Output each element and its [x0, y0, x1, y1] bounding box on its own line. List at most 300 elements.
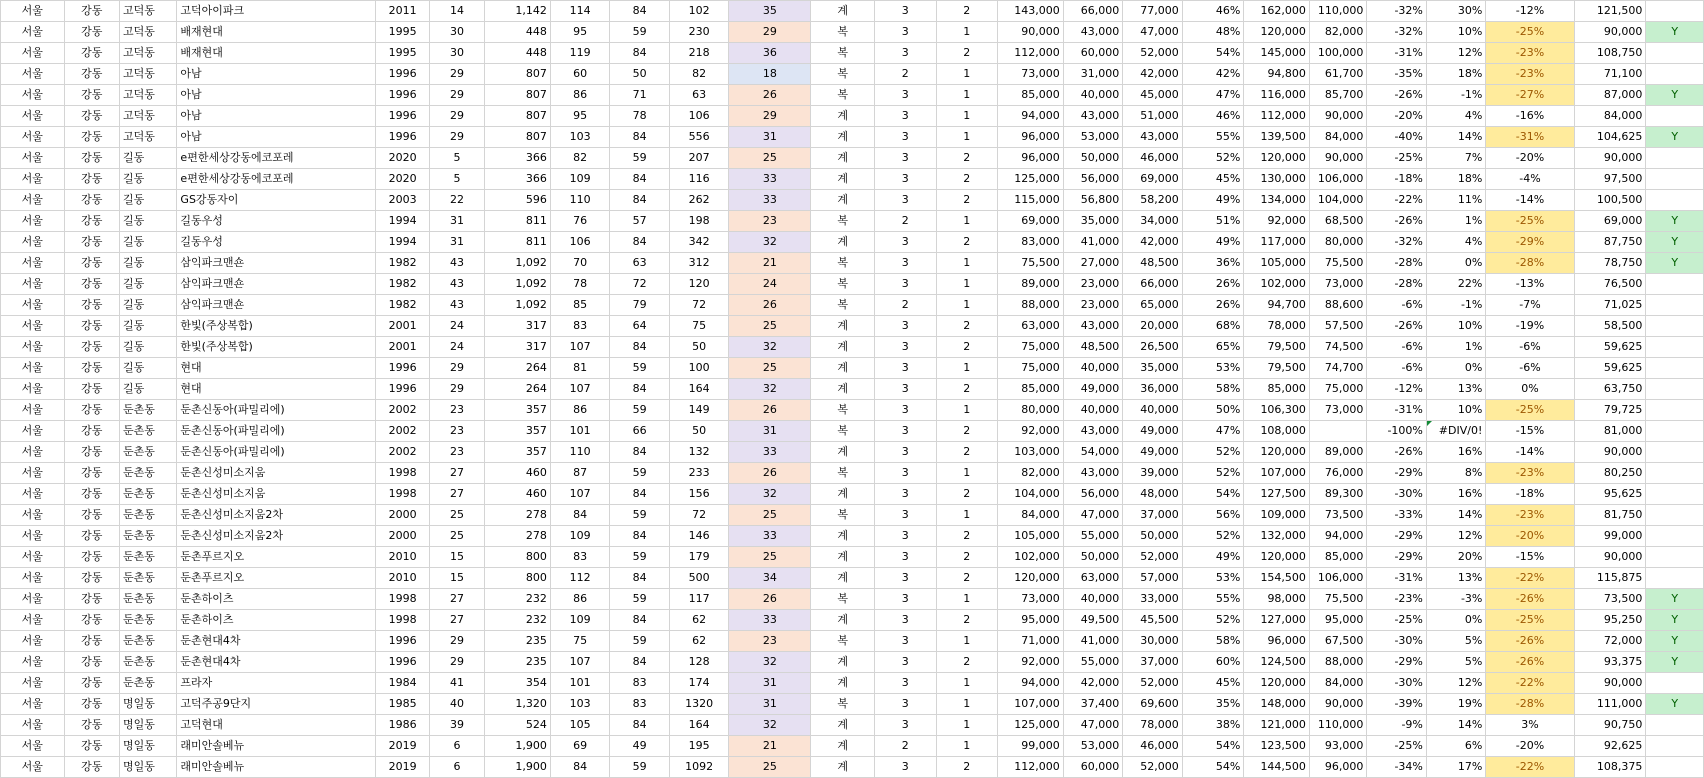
table-cell[interactable]: 5% — [1426, 631, 1486, 652]
table-cell[interactable]: 807 — [485, 85, 551, 106]
table-cell[interactable]: 37,000 — [1123, 652, 1183, 673]
table-cell[interactable] — [1646, 190, 1704, 211]
table-cell[interactable]: 278 — [485, 505, 551, 526]
table-cell[interactable]: 148,000 — [1244, 694, 1310, 715]
table-cell[interactable]: 116,000 — [1244, 85, 1310, 106]
table-cell[interactable]: 1 — [936, 106, 998, 127]
table-cell[interactable]: 18% — [1426, 64, 1486, 85]
table-cell[interactable]: 14% — [1426, 127, 1486, 148]
table-cell[interactable]: 110,000 — [1309, 715, 1366, 736]
table-cell[interactable]: 45% — [1182, 169, 1244, 190]
table-cell[interactable]: 둔촌동 — [119, 526, 176, 547]
table-cell[interactable]: 1986 — [376, 715, 429, 736]
table-cell[interactable]: 108,000 — [1244, 421, 1310, 442]
table-cell[interactable]: 78,000 — [1244, 316, 1310, 337]
table-cell[interactable]: 90,000 — [1574, 148, 1646, 169]
table-cell[interactable]: 63 — [669, 85, 729, 106]
table-cell[interactable]: 강동 — [64, 505, 119, 526]
table-cell[interactable]: 106,000 — [1309, 568, 1366, 589]
table-cell[interactable]: -25% — [1367, 610, 1427, 631]
table-cell[interactable]: 서울 — [1, 43, 65, 64]
table-cell[interactable]: 16% — [1426, 484, 1486, 505]
table-cell[interactable]: 75,000 — [1309, 379, 1366, 400]
table-cell[interactable]: 31 — [729, 421, 811, 442]
table-cell[interactable]: 서울 — [1, 673, 65, 694]
table-cell[interactable]: 99,000 — [1574, 526, 1646, 547]
table-cell[interactable]: 807 — [485, 106, 551, 127]
table-cell[interactable]: 47% — [1182, 421, 1244, 442]
table-cell[interactable]: 33 — [729, 442, 811, 463]
table-cell[interactable]: 87 — [550, 463, 610, 484]
table-cell[interactable]: 107 — [550, 337, 610, 358]
table-cell[interactable]: 명일동 — [119, 694, 176, 715]
table-cell[interactable]: 84 — [610, 1, 670, 22]
table-cell[interactable] — [1646, 358, 1704, 379]
table-cell[interactable]: 75,000 — [998, 358, 1064, 379]
table-cell[interactable]: 354 — [485, 673, 551, 694]
table-cell[interactable]: 길동 — [119, 211, 176, 232]
table-cell[interactable]: 35 — [729, 1, 811, 22]
table-cell[interactable]: 59 — [610, 463, 670, 484]
table-cell[interactable]: 고덕동 — [119, 22, 176, 43]
table-cell[interactable]: 1 — [936, 22, 998, 43]
table-cell[interactable]: 107,000 — [1244, 463, 1310, 484]
table-cell[interactable]: 1996 — [376, 64, 429, 85]
table-cell[interactable]: 강동 — [64, 106, 119, 127]
table-cell[interactable]: 89,000 — [1309, 442, 1366, 463]
table-cell[interactable]: 164 — [669, 715, 729, 736]
table-cell[interactable]: -26% — [1367, 85, 1427, 106]
table-cell[interactable]: 112,000 — [998, 43, 1064, 64]
table-cell[interactable]: 48% — [1182, 22, 1244, 43]
table-cell[interactable]: 77,000 — [1123, 1, 1183, 22]
table-cell[interactable]: Y — [1646, 211, 1704, 232]
table-cell[interactable]: 길동 — [119, 253, 176, 274]
table-cell[interactable]: 3 — [874, 631, 936, 652]
table-cell[interactable]: 54,000 — [1063, 442, 1123, 463]
table-cell[interactable]: 서울 — [1, 421, 65, 442]
table-cell[interactable]: 계 — [811, 358, 875, 379]
table-cell[interactable]: 2019 — [376, 757, 429, 778]
table-cell[interactable]: 26% — [1182, 274, 1244, 295]
table-cell[interactable]: 84 — [610, 484, 670, 505]
table-cell[interactable]: 3 — [874, 127, 936, 148]
table-cell[interactable]: 107,000 — [998, 694, 1064, 715]
table-cell[interactable]: 29 — [729, 106, 811, 127]
table-cell[interactable]: 84 — [610, 715, 670, 736]
table-cell[interactable] — [1646, 169, 1704, 190]
table-cell[interactable]: 길동 — [119, 169, 176, 190]
table-cell[interactable]: 29 — [729, 22, 811, 43]
table-cell[interactable]: 73,000 — [998, 64, 1064, 85]
table-cell[interactable]: 아남 — [177, 64, 376, 85]
table-cell[interactable]: 30 — [429, 43, 484, 64]
table-cell[interactable] — [1646, 715, 1704, 736]
table-cell[interactable]: 179 — [669, 547, 729, 568]
table-cell[interactable]: 48,500 — [1063, 337, 1123, 358]
table-cell[interactable]: 강동 — [64, 652, 119, 673]
table-cell[interactable]: 2 — [874, 211, 936, 232]
table-cell[interactable]: 33 — [729, 526, 811, 547]
table-cell[interactable]: 강동 — [64, 274, 119, 295]
table-cell[interactable]: 52% — [1182, 610, 1244, 631]
table-cell[interactable]: -22% — [1486, 568, 1574, 589]
table-cell[interactable]: 3 — [874, 232, 936, 253]
table-cell[interactable]: 고덕아이파크 — [177, 1, 376, 22]
table-cell[interactable]: 서울 — [1, 190, 65, 211]
table-cell[interactable]: 57,000 — [1123, 568, 1183, 589]
table-cell[interactable]: 198 — [669, 211, 729, 232]
table-cell[interactable]: 복 — [811, 64, 875, 85]
table-cell[interactable]: 강동 — [64, 526, 119, 547]
table-cell[interactable]: 130,000 — [1244, 169, 1310, 190]
table-cell[interactable]: 68,500 — [1309, 211, 1366, 232]
table-cell[interactable]: 59,625 — [1574, 337, 1646, 358]
table-cell[interactable]: 둔촌하이츠 — [177, 589, 376, 610]
table-cell[interactable] — [1646, 148, 1704, 169]
table-cell[interactable]: 25 — [729, 316, 811, 337]
table-cell[interactable]: 32 — [729, 652, 811, 673]
table-cell[interactable]: 23 — [429, 442, 484, 463]
table-cell[interactable]: 서울 — [1, 148, 65, 169]
table-cell[interactable]: 서울 — [1, 757, 65, 778]
table-cell[interactable]: 12% — [1426, 673, 1486, 694]
table-cell[interactable]: 26 — [729, 463, 811, 484]
table-cell[interactable]: 100 — [669, 358, 729, 379]
table-cell[interactable]: -26% — [1486, 652, 1574, 673]
table-cell[interactable]: 82 — [550, 148, 610, 169]
table-cell[interactable]: 서울 — [1, 442, 65, 463]
table-cell[interactable]: 101 — [550, 421, 610, 442]
table-cell[interactable]: 233 — [669, 463, 729, 484]
table-cell[interactable]: 길동우성 — [177, 232, 376, 253]
table-cell[interactable]: 31 — [729, 673, 811, 694]
table-cell[interactable]: 2 — [936, 337, 998, 358]
table-cell[interactable]: 3 — [874, 379, 936, 400]
table-cell[interactable]: 2020 — [376, 169, 429, 190]
table-cell[interactable]: 3 — [874, 43, 936, 64]
table-cell[interactable]: 3 — [874, 568, 936, 589]
table-cell[interactable]: -15% — [1486, 421, 1574, 442]
table-cell[interactable]: 2 — [936, 757, 998, 778]
table-cell[interactable]: 59 — [610, 631, 670, 652]
table-cell[interactable]: 59 — [610, 547, 670, 568]
table-cell[interactable] — [1646, 505, 1704, 526]
table-cell[interactable]: 길동 — [119, 379, 176, 400]
table-cell[interactable]: -22% — [1367, 190, 1427, 211]
table-cell[interactable]: 73,500 — [1574, 589, 1646, 610]
table-cell[interactable]: 27,000 — [1063, 253, 1123, 274]
table-cell[interactable]: 120,000 — [1244, 547, 1310, 568]
table-cell[interactable]: 59 — [610, 148, 670, 169]
table-cell[interactable]: 서울 — [1, 400, 65, 421]
table-cell[interactable] — [1646, 106, 1704, 127]
table-cell[interactable]: 서울 — [1, 610, 65, 631]
table-cell[interactable]: -14% — [1486, 190, 1574, 211]
table-cell[interactable]: 87,000 — [1574, 85, 1646, 106]
table-cell[interactable]: -27% — [1486, 85, 1574, 106]
table-cell[interactable]: 2003 — [376, 190, 429, 211]
table-cell[interactable]: 66,000 — [1063, 1, 1123, 22]
table-cell[interactable]: 76 — [550, 211, 610, 232]
table-cell[interactable]: 강동 — [64, 484, 119, 505]
table-cell[interactable]: 800 — [485, 568, 551, 589]
table-cell[interactable]: 312 — [669, 253, 729, 274]
table-cell[interactable]: 강동 — [64, 421, 119, 442]
table-cell[interactable]: 둔촌하이츠 — [177, 610, 376, 631]
table-cell[interactable]: 1995 — [376, 22, 429, 43]
table-cell[interactable]: 43 — [429, 253, 484, 274]
table-cell[interactable]: 복 — [811, 589, 875, 610]
table-cell[interactable]: 71,025 — [1574, 295, 1646, 316]
table-cell[interactable]: 36% — [1182, 253, 1244, 274]
table-cell[interactable]: 101 — [550, 673, 610, 694]
table-cell[interactable]: 82,000 — [998, 463, 1064, 484]
table-cell[interactable]: 500 — [669, 568, 729, 589]
table-cell[interactable]: 84 — [610, 43, 670, 64]
table-cell[interactable]: 88,000 — [998, 295, 1064, 316]
table-cell[interactable]: 15 — [429, 568, 484, 589]
table-cell[interactable]: 계 — [811, 484, 875, 505]
table-cell[interactable]: 계 — [811, 757, 875, 778]
table-cell[interactable]: 3 — [874, 463, 936, 484]
table-cell[interactable]: 32 — [729, 379, 811, 400]
table-cell[interactable]: 서울 — [1, 316, 65, 337]
table-cell[interactable]: -15% — [1486, 547, 1574, 568]
table-cell[interactable]: 596 — [485, 190, 551, 211]
table-cell[interactable]: 69,600 — [1123, 694, 1183, 715]
table-cell[interactable]: 1 — [936, 274, 998, 295]
table-cell[interactable]: 125,000 — [998, 715, 1064, 736]
table-cell[interactable]: 2 — [936, 316, 998, 337]
table-cell[interactable]: -32% — [1367, 22, 1427, 43]
table-cell[interactable]: 79,500 — [1244, 358, 1310, 379]
table-cell[interactable]: Y — [1646, 610, 1704, 631]
table-cell[interactable]: 3 — [874, 442, 936, 463]
table-cell[interactable]: 80,000 — [998, 400, 1064, 421]
table-cell[interactable]: 2002 — [376, 421, 429, 442]
table-cell[interactable]: 23 — [729, 631, 811, 652]
table-cell[interactable]: 366 — [485, 169, 551, 190]
table-cell[interactable]: 42% — [1182, 64, 1244, 85]
table-cell[interactable]: 40,000 — [1063, 358, 1123, 379]
table-cell[interactable]: -25% — [1486, 400, 1574, 421]
table-cell[interactable]: 배재현대 — [177, 22, 376, 43]
table-cell[interactable]: 67,500 — [1309, 631, 1366, 652]
table-cell[interactable]: 807 — [485, 64, 551, 85]
table-cell[interactable]: 33 — [729, 190, 811, 211]
table-cell[interactable]: 63,000 — [998, 316, 1064, 337]
table-cell[interactable]: 357 — [485, 442, 551, 463]
table-cell[interactable]: 14% — [1426, 505, 1486, 526]
table-cell[interactable]: 2 — [936, 652, 998, 673]
table-cell[interactable] — [1646, 316, 1704, 337]
table-cell[interactable]: 계 — [811, 547, 875, 568]
table-cell[interactable]: 27 — [429, 589, 484, 610]
table-cell[interactable]: 2002 — [376, 400, 429, 421]
table-cell[interactable]: 계 — [811, 379, 875, 400]
table-cell[interactable]: 50% — [1182, 400, 1244, 421]
table-cell[interactable]: 서울 — [1, 106, 65, 127]
table-cell[interactable]: 49,500 — [1063, 610, 1123, 631]
table-cell[interactable]: 강동 — [64, 1, 119, 22]
table-cell[interactable]: 3 — [874, 1, 936, 22]
table-cell[interactable]: 35% — [1182, 694, 1244, 715]
table-cell[interactable]: 둔촌동 — [119, 463, 176, 484]
table-cell[interactable]: 3 — [874, 610, 936, 631]
table-cell[interactable]: 2 — [936, 568, 998, 589]
table-cell[interactable]: -6% — [1486, 358, 1574, 379]
table-cell[interactable]: 84 — [610, 610, 670, 631]
table-cell[interactable]: 3 — [874, 169, 936, 190]
table-cell[interactable]: 1994 — [376, 211, 429, 232]
table-cell[interactable]: 3 — [874, 694, 936, 715]
table-cell[interactable]: 43,000 — [1063, 22, 1123, 43]
table-cell[interactable]: 60 — [550, 64, 610, 85]
table-cell[interactable]: 98,000 — [1244, 589, 1310, 610]
table-cell[interactable]: 104,625 — [1574, 127, 1646, 148]
table-cell[interactable]: 83 — [610, 673, 670, 694]
table-cell[interactable]: 18% — [1426, 169, 1486, 190]
table-cell[interactable]: 94,000 — [1309, 526, 1366, 547]
table-cell[interactable]: 102,000 — [1244, 274, 1310, 295]
table-cell[interactable]: 121,500 — [1574, 1, 1646, 22]
table-cell[interactable]: 23,000 — [1063, 274, 1123, 295]
table-cell[interactable]: 1982 — [376, 253, 429, 274]
table-cell[interactable]: 래미안솔베뉴 — [177, 736, 376, 757]
table-cell[interactable]: 29 — [429, 64, 484, 85]
table-cell[interactable]: 112,000 — [1244, 106, 1310, 127]
table-cell[interactable]: 계 — [811, 526, 875, 547]
table-cell[interactable]: 서울 — [1, 64, 65, 85]
table-cell[interactable]: 46,000 — [1123, 148, 1183, 169]
table-cell[interactable]: 120 — [669, 274, 729, 295]
table-cell[interactable]: 25 — [729, 505, 811, 526]
table-cell[interactable]: 107 — [550, 379, 610, 400]
table-cell[interactable]: 49% — [1182, 547, 1244, 568]
table-cell[interactable]: 23,000 — [1063, 295, 1123, 316]
table-cell[interactable]: e편한세상강동에코포레 — [177, 169, 376, 190]
table-cell[interactable]: 45,000 — [1123, 85, 1183, 106]
table-cell[interactable]: 3 — [874, 358, 936, 379]
table-cell[interactable]: -6% — [1367, 295, 1427, 316]
table-cell[interactable]: 강동 — [64, 736, 119, 757]
table-cell[interactable]: 한빛(주상복합) — [177, 316, 376, 337]
table-cell[interactable]: 14 — [429, 1, 484, 22]
table-cell[interactable]: 262 — [669, 190, 729, 211]
table-cell[interactable]: 강동 — [64, 22, 119, 43]
table-cell[interactable]: 3 — [874, 400, 936, 421]
table-cell[interactable] — [1646, 274, 1704, 295]
table-cell[interactable]: 84 — [610, 442, 670, 463]
table-cell[interactable]: 51,000 — [1123, 106, 1183, 127]
table-cell[interactable]: 강동 — [64, 211, 119, 232]
table-cell[interactable]: -25% — [1367, 148, 1427, 169]
table-cell[interactable] — [1646, 442, 1704, 463]
table-cell[interactable]: 69,000 — [1123, 169, 1183, 190]
table-cell[interactable]: e편한세상강동에코포레 — [177, 148, 376, 169]
table-cell[interactable]: 84 — [610, 526, 670, 547]
table-cell[interactable]: 복 — [811, 211, 875, 232]
table-cell[interactable]: 59 — [610, 22, 670, 43]
table-cell[interactable]: 128 — [669, 652, 729, 673]
table-cell[interactable]: 84,000 — [1309, 127, 1366, 148]
table-cell[interactable]: 90,000 — [1574, 547, 1646, 568]
table-cell[interactable]: 3 — [874, 526, 936, 547]
table-cell[interactable]: 84,000 — [1309, 673, 1366, 694]
table-cell[interactable]: 109 — [550, 169, 610, 190]
table-cell[interactable]: 1 — [936, 505, 998, 526]
table-cell[interactable]: 1 — [936, 211, 998, 232]
table-cell[interactable]: 12% — [1426, 526, 1486, 547]
table-cell[interactable]: 85,000 — [1309, 547, 1366, 568]
table-cell[interactable]: 19% — [1426, 694, 1486, 715]
table-cell[interactable]: 84 — [610, 568, 670, 589]
table-cell[interactable]: 110,000 — [1309, 1, 1366, 22]
table-cell[interactable]: -22% — [1486, 757, 1574, 778]
table-cell[interactable] — [1646, 400, 1704, 421]
table-cell[interactable]: 둔촌동 — [119, 589, 176, 610]
table-cell[interactable]: 둔촌동 — [119, 505, 176, 526]
table-cell[interactable]: 강동 — [64, 337, 119, 358]
table-cell[interactable]: 서울 — [1, 274, 65, 295]
table-cell[interactable]: 둔촌동 — [119, 421, 176, 442]
table-cell[interactable]: -6% — [1367, 337, 1427, 358]
table-cell[interactable]: 86 — [550, 85, 610, 106]
table-cell[interactable]: 계 — [811, 442, 875, 463]
table-cell[interactable]: -29% — [1367, 652, 1427, 673]
table-cell[interactable]: 둔촌푸르지오 — [177, 568, 376, 589]
table-cell[interactable]: 52,000 — [1123, 673, 1183, 694]
table-cell[interactable]: 42,000 — [1063, 673, 1123, 694]
table-cell[interactable]: 81 — [550, 358, 610, 379]
table-cell[interactable]: 57 — [610, 211, 670, 232]
table-cell[interactable]: 32 — [729, 337, 811, 358]
table-cell[interactable]: 357 — [485, 421, 551, 442]
table-cell[interactable]: -18% — [1486, 484, 1574, 505]
table-cell[interactable]: 45% — [1182, 673, 1244, 694]
table-cell[interactable]: 복 — [811, 694, 875, 715]
table-cell[interactable]: 16% — [1426, 442, 1486, 463]
table-cell[interactable]: -14% — [1486, 442, 1574, 463]
table-cell[interactable]: 1% — [1426, 211, 1486, 232]
table-cell[interactable]: 복 — [811, 631, 875, 652]
table-cell[interactable]: 강동 — [64, 568, 119, 589]
table-cell[interactable]: 30 — [429, 22, 484, 43]
table-cell[interactable]: 29 — [429, 652, 484, 673]
table-cell[interactable]: 218 — [669, 43, 729, 64]
table-cell[interactable]: 11% — [1426, 190, 1486, 211]
table-cell[interactable]: 73,000 — [1309, 274, 1366, 295]
table-cell[interactable]: 40,000 — [1063, 589, 1123, 610]
table-cell[interactable]: 95 — [550, 22, 610, 43]
table-cell[interactable]: Y — [1646, 232, 1704, 253]
table-cell[interactable]: Y — [1646, 22, 1704, 43]
table-cell[interactable]: 114 — [550, 1, 610, 22]
table-cell[interactable]: -12% — [1367, 379, 1427, 400]
table-cell[interactable]: 47,000 — [1123, 22, 1183, 43]
table-cell[interactable]: 27 — [429, 610, 484, 631]
table-cell[interactable]: 75,000 — [998, 337, 1064, 358]
table-cell[interactable]: 26,500 — [1123, 337, 1183, 358]
table-cell[interactable]: 0% — [1426, 610, 1486, 631]
table-cell[interactable]: 63,000 — [1063, 568, 1123, 589]
table-cell[interactable]: 3 — [874, 106, 936, 127]
table-cell[interactable]: 47,000 — [1063, 505, 1123, 526]
table-cell[interactable]: 2011 — [376, 1, 429, 22]
table-cell[interactable]: 강동 — [64, 64, 119, 85]
table-cell[interactable]: 29 — [429, 631, 484, 652]
